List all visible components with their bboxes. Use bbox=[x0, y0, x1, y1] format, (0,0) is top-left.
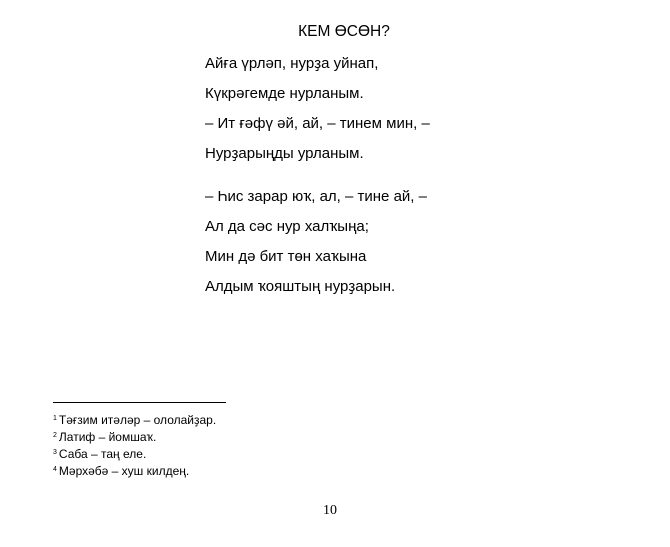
footnote-mark: 1 bbox=[53, 415, 57, 422]
footnote-2 bbox=[53, 427, 216, 444]
poem-title-text: КЕМ ӨСӨН? bbox=[298, 23, 390, 40]
poem-line: – Һис зарар юҡ, ал, – тине ай, – bbox=[205, 188, 427, 205]
poem-line: Айға үрләп, нурҙа уйнап, bbox=[205, 55, 379, 72]
footnote-text: Тәғзим итәләр – ололайҙар. bbox=[58, 413, 217, 427]
footnote-text: Саба – таң еле. bbox=[58, 447, 147, 461]
footnote-mark: 4 bbox=[53, 466, 57, 473]
page-number bbox=[0, 503, 670, 519]
poem-line: – Ит ғәфү әй, ай, – тинем мин, – bbox=[205, 115, 430, 132]
footnote-text: Латиф – йомшаҡ. bbox=[58, 430, 157, 444]
poem-title bbox=[0, 23, 670, 41]
footnote-text: Мәрхәбә – хуш килдең. bbox=[58, 464, 190, 478]
stanza-1 bbox=[205, 53, 430, 173]
footnote-divider bbox=[53, 402, 226, 403]
stanza-2 bbox=[205, 186, 427, 306]
footnote-mark: 2 bbox=[53, 432, 57, 439]
footnotes bbox=[53, 410, 216, 478]
footnote-3 bbox=[53, 444, 216, 461]
poem-line: Күкрәгемде нурланым. bbox=[205, 85, 364, 102]
footnote-1 bbox=[53, 410, 216, 427]
footnote-4 bbox=[53, 461, 216, 478]
page-number-text: 10 bbox=[323, 503, 337, 518]
poem-line: Мин дә бит төн хаҡына bbox=[205, 248, 367, 265]
poem-line: Нурҙарыңды урланым. bbox=[205, 145, 364, 162]
poem-line: Ал да сәс нур халҡыңа; bbox=[205, 218, 369, 235]
footnote-mark: 3 bbox=[53, 449, 57, 456]
poem-line: Алдым ҡояштың нурҙарын. bbox=[205, 278, 396, 295]
